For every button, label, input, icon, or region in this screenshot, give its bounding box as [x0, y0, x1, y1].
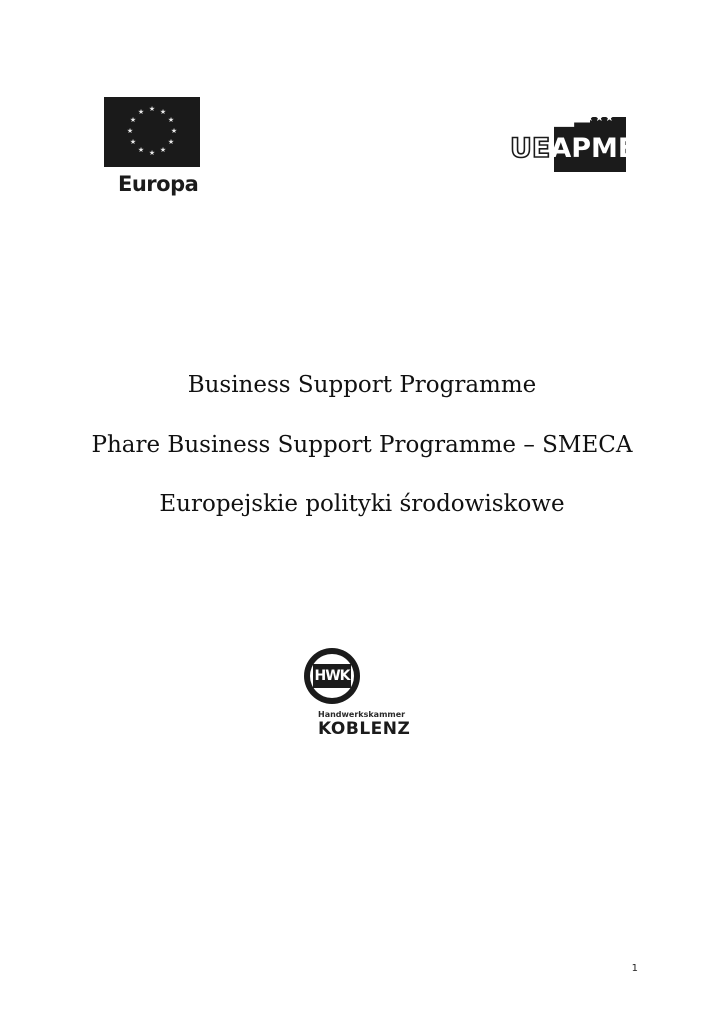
svg-text:★: ★: [129, 138, 137, 146]
eu-logo: [104, 97, 200, 207]
title-line-3: Europejskie polityki środowiskowe: [159, 491, 565, 517]
hwk-seal-icon: [304, 648, 360, 704]
svg-text:★: ★: [137, 108, 145, 116]
hwk-koblenz-logo: [300, 644, 430, 740]
page-number: 1: [631, 963, 638, 974]
svg-text:★: ★: [159, 108, 167, 116]
title-line-1: Business Support Programme: [187, 372, 537, 398]
svg-text:★: ★: [126, 127, 134, 135]
svg-text:★: ★: [148, 149, 156, 157]
ueapme-wordmark: [510, 134, 636, 164]
svg-text:★: ★: [167, 138, 175, 146]
hwk-seal-text: HWK: [313, 664, 351, 688]
ueapme-wordmark-part2: APME: [550, 133, 637, 164]
ueapme-logo: [510, 110, 637, 172]
svg-text:★: ★: [170, 127, 178, 135]
ueapme-stars-icon: ★★★★★: [565, 113, 615, 124]
svg-text:★: ★: [159, 146, 167, 154]
svg-text:★: ★: [137, 146, 145, 154]
svg-text:★: ★: [129, 116, 137, 124]
title-line-2: Phare Business Support Programme – SMECA: [91, 432, 633, 458]
svg-text:★: ★: [167, 116, 175, 124]
eu-flag-icon: [104, 97, 200, 167]
hwk-small-text: Handwerkskammer: [318, 710, 406, 719]
hwk-name: KOBLENZ: [318, 719, 411, 739]
svg-text:★: ★: [148, 105, 156, 113]
ueapme-wordmark-part1: UE: [510, 133, 551, 164]
eu-caption: Europa: [118, 172, 199, 196]
